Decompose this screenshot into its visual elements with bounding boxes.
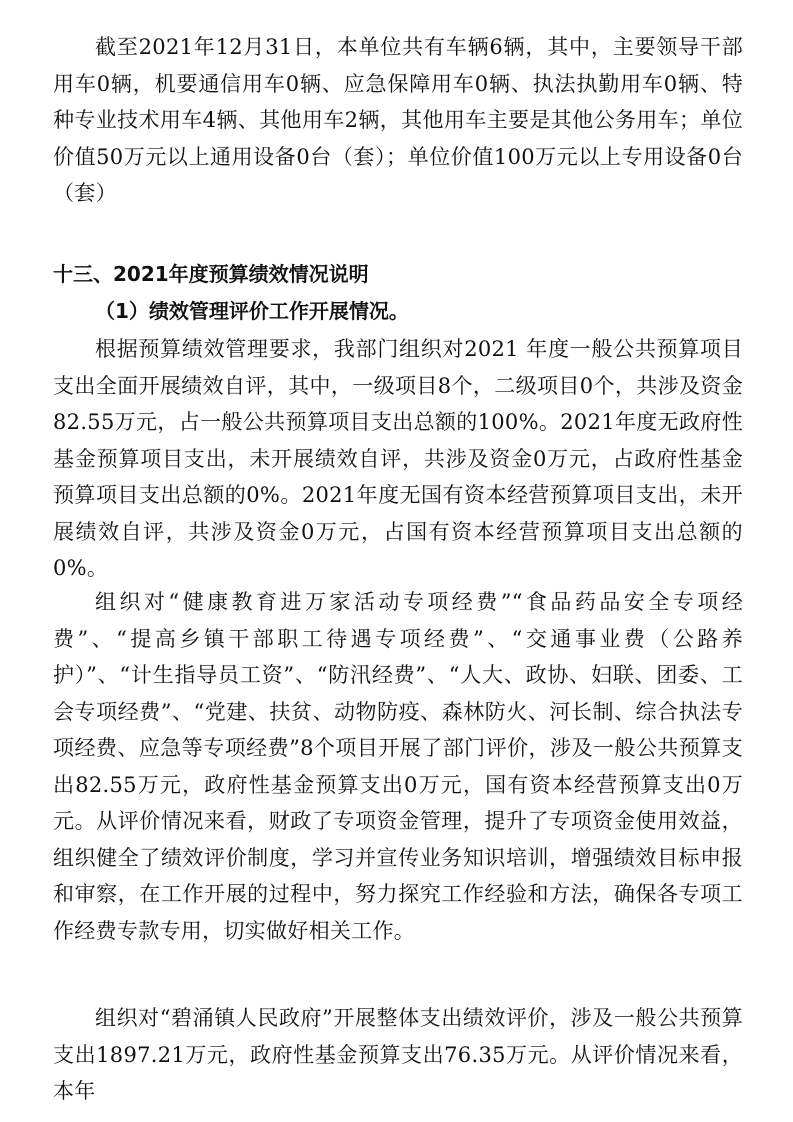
paragraph-vehicles: 截至2021年12月31日，本单位共有车辆6辆，其中，主要领导干部用车0辆，机要通信用车0辆、应急保障用车0辆、执法执勤用车0辆、特种专业技术用车4辆、其他用车2辆，其他用车主要是其他公务用车；单位价值50万元以上通用设备0台（套）；单位价值100万元以上专用设备0台（套） xyxy=(53,35,743,205)
section-title: 十三、2021年度预算绩效情况说明 xyxy=(53,262,369,286)
paragraph-self-evaluation: 根据预算绩效管理要求，我部门组织对2021 年度一般公共预算项目支出全面开展绩效自评，其中，一级项目8个，二级项目0个，共涉及资金82.55万元，占一般公共预算项目支出总额的100%。2021年度无政府性基金预算项目支出，未开展绩效自评，共涉及资金0万元，占政府性基金预算项目支出总额的0%。2021年度无国有资本经营预算项目支出，未开展绩效自评，共涉及资金0万元，占国有资本经营预算项目支出总额的0%。 xyxy=(53,337,743,580)
paragraph-department-evaluation: 组织对“健康教育进万家活动专项经费”“食品药品安全专项经费”、“提高乡镇干部职工待遇专项经费”、“交通事业费（公路养护）”、“计生指导员工资”、“防汛经费”、“人大、政协、妇联、团委、工会专项经费”、“党建、扶贫、动物防疫、森林防火、河长制、综合执法专项经费、应急等专项经费”8个项目开展了部门评价，涉及一般公共预算支出82.55万元，政府性基金预算支出0万元，国有资本经营预算支出0万元。从评价情况来看，财政了专项资金管理，提升了专项资金使用效益，组织健全了绩效评价制度，学习并宣传业务知识培训，增强绩效目标申报和审察，在工作开展的过程中，努力探究工作经验和方法，确保各专项工作经费专款专用，切实做好相关工作。 xyxy=(53,590,743,943)
paragraph-overall-evaluation: 组织对“碧涌镇人民政府”开展整体支出绩效评价，涉及一般公共预算支出1897.21万元，政府性基金预算支出76.35万元。从评价情况来看，本年 xyxy=(53,1006,743,1103)
subsection-title: （1）绩效管理评价工作开展情况。 xyxy=(95,299,409,323)
